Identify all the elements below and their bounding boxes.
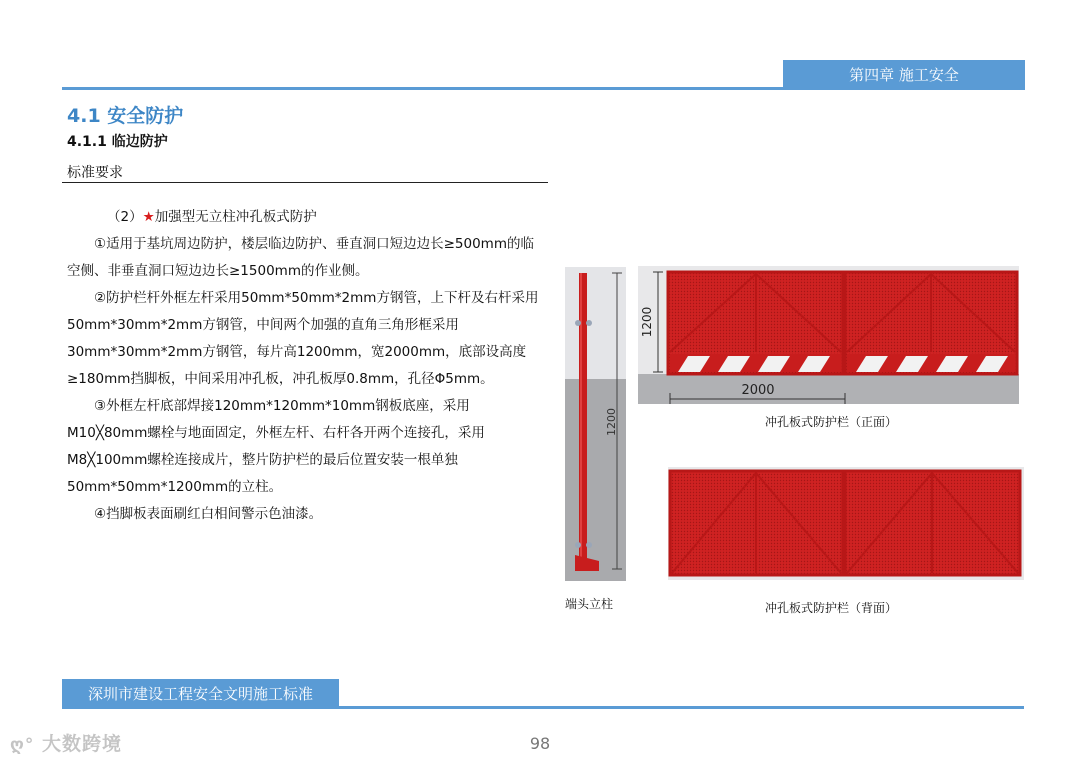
caption-post: 端头立柱 [565,597,614,611]
item-heading [67,204,545,231]
standard-requirements-heading: 标准要求 [67,165,123,181]
paragraph-3: ③外框左杆底部焊接120mm*120mm*10mm钢板底座，采用M10╳80mm螺栓与地面固定，外框左杆、右杆各开两个连接孔，采用M8╳100mm螺栓连接成片，整片防护栏的最后位置安装一根单独50mm*50mm*1200mm的立柱。 [67,398,485,495]
section-title: 4.1 安全防护 [67,105,184,127]
item-prefix: （2） [107,209,143,225]
fence-back-image [668,467,1024,580]
paragraph-4: ④挡脚板表面刷红白相间警示色油漆。 [94,506,323,522]
watermark-logo-icon: ღ° [10,735,35,755]
chapter-label: 第四章 施工安全 [783,60,1025,90]
item-title: 加强型无立柱冲孔板式防护 [154,209,317,225]
subsection-title: 4.1.1 临边防护 [67,134,168,150]
paragraph-2: ②防护栏杆外框左杆采用50mm*50mm*2mm方钢管，上下杆及右杆采用50mm*30mm*2mm方钢管，中间两个加强的直角三角形框采用30mm*30mm*2mm方钢管，每片高1200mm，宽2000mm，底部设高度≥180mm挡脚板，中间采用冲孔板，冲孔板厚0.8mm，孔径Φ5mm。 [67,290,539,387]
end-post-image [565,267,626,581]
caption-back: 冲孔板式防护栏（背面） [765,601,898,615]
front-width-label: 2000 [741,383,775,398]
caption-front: 冲孔板式防护栏（正面） [765,415,898,429]
heading-underline [62,182,548,183]
star-icon: ★ [142,209,155,225]
body-text [67,204,545,528]
fence-front-image [638,266,1019,404]
watermark-text: 大数跨境 [41,733,122,755]
post-dimension-label: 1200 [605,408,618,436]
front-height-label: 1200 [640,306,654,338]
footer-title: 深圳市建设工程安全文明施工标准 [62,679,339,709]
watermark [10,729,122,756]
paragraph-1: ①适用于基坑周边防护，楼层临边防护、垂直洞口短边边长≥500mm的临空侧、非垂直洞口短边边长≥1500mm的作业侧。 [67,236,534,279]
page-number: 98 [529,734,551,753]
